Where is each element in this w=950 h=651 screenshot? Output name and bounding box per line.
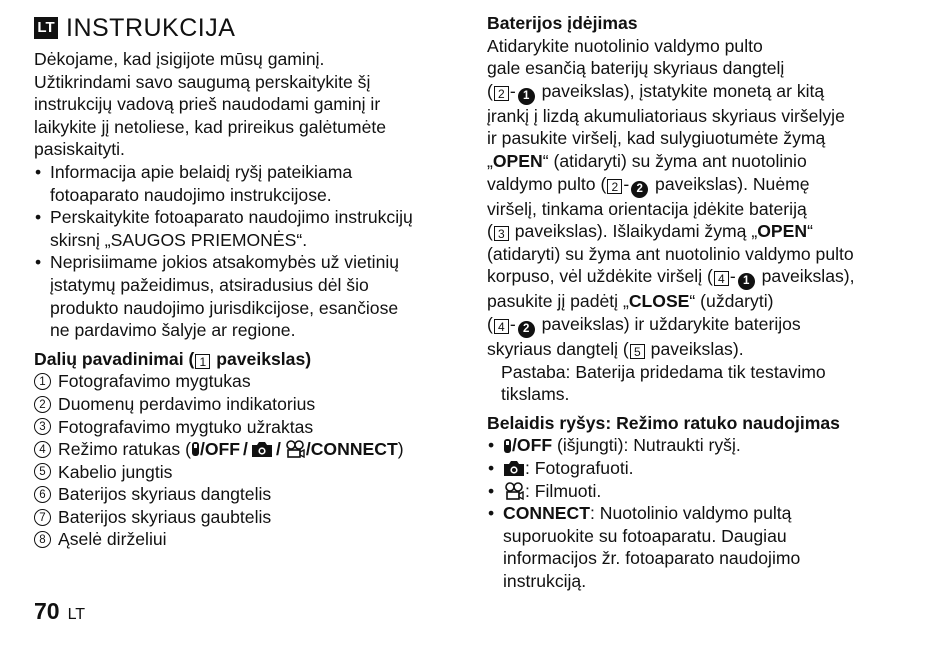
camera-icon: [251, 441, 273, 458]
mode-close-paren: ): [397, 439, 404, 460]
battery-note: [487, 361, 927, 406]
title-row: [34, 12, 459, 44]
text-line: (atidaryti) su žyma ant nuotolinio valdymo pulto: [487, 243, 854, 264]
close-label: CLOSE: [628, 291, 690, 312]
list-item: [34, 483, 459, 506]
text-fragment: (: [487, 80, 493, 101]
text-line: [487, 338, 927, 361]
text-line: [487, 290, 927, 313]
bullet-line: • Perskaitykite fotoaparato naudojimo instrukcijų: [50, 207, 413, 228]
list-item: [487, 502, 927, 592]
text-line: viršelį, tinkama orientacija įdėkite bateriją: [487, 198, 807, 219]
figure-ref: 3: [494, 226, 509, 241]
bullet-line: • Neprisiimame jokios atsakomybės už vietinių: [50, 252, 400, 273]
text-fragment: -: [729, 266, 736, 287]
text-fragment: (: [487, 313, 493, 334]
bullet-line: ne pardavimo šalyje ar regione.: [50, 320, 296, 341]
text-line: [487, 173, 927, 198]
list-item: [34, 461, 459, 484]
text-fragment: -: [509, 313, 516, 334]
text-fragment: paveikslas). Nuėmę: [650, 173, 810, 194]
text-line: [487, 80, 927, 105]
bullet-item: [34, 161, 459, 206]
language-badge: LT: [34, 17, 58, 39]
figure-ref: 4: [494, 319, 509, 334]
figure-ref: 2: [494, 86, 509, 101]
item-label: Fotografavimo mygtukas: [58, 371, 251, 392]
text-fragment: korpuso, vėl uždėkite viršelį (: [487, 266, 713, 287]
text-fragment: -: [509, 80, 516, 101]
wireless-heading: Belaidis ryšys: Režimo ratuko naudojimas: [487, 412, 840, 433]
text-line: [487, 220, 927, 243]
text-fragment: (atidaryti) su žyma ant nuotolinio: [548, 150, 807, 171]
right-column: [487, 12, 927, 592]
mode-separator: /: [275, 439, 281, 460]
item-number: 6: [34, 486, 51, 503]
mode-description: : Fotografuoti.: [525, 457, 634, 478]
figure-ref: 1: [195, 354, 210, 369]
bullet-line: skirsnį „SAUGOS PRIEMONĖS“.: [50, 229, 308, 250]
bullet-line: įstatymų pažeidimus, atsiradusius dėl šio: [50, 274, 369, 295]
parts-heading-text: Dalių pavadinimai (: [34, 348, 195, 369]
open-label: OPEN: [757, 221, 808, 242]
list-item: [34, 528, 459, 551]
intro-paragraph: [34, 48, 459, 161]
mode-connect-label: /CONNECT: [305, 439, 398, 460]
item-number: 5: [34, 463, 51, 480]
step-number: 2: [631, 181, 648, 198]
mode-description: (išjungti): Nutraukti ryšį.: [552, 435, 741, 456]
text-fragment: -: [623, 173, 630, 194]
page-language: LT: [67, 606, 86, 623]
text-fragment: valdymo pulto (: [487, 173, 607, 194]
intro-line: laikykite jį netoliese, kad prireikus galėtumėte: [34, 116, 387, 137]
battery-heading: Baterijos įdėjimas: [487, 13, 638, 33]
text-fragment: pasukite jį padėtį „: [487, 291, 629, 312]
list-item: [34, 393, 459, 416]
page-title: INSTRUKCIJA: [66, 13, 236, 42]
text-fragment: “: [542, 150, 549, 171]
list-item: [487, 480, 927, 503]
text-fragment: paveikslas) ir uždarykite baterijos: [536, 313, 801, 334]
item-number: 7: [34, 509, 51, 526]
left-column: [34, 12, 459, 551]
step-number: 2: [518, 321, 535, 338]
intro-line: instrukcijų vadovą prieš naudodami gaminį ir: [34, 94, 381, 115]
text-fragment: skyriaus dangtelį (: [487, 338, 629, 359]
movie-icon: [284, 440, 306, 458]
text-line: Atidarykite nuotolinio valdymo pulto: [487, 35, 763, 56]
item-label: Baterijos skyriaus dangtelis: [58, 484, 272, 505]
text-fragment: “ (uždaryti): [689, 291, 774, 312]
parts-heading-text: paveikslas): [211, 348, 312, 369]
text-line: gale esančią baterijų skyriaus dangtelį: [487, 58, 785, 79]
list-item: [487, 434, 927, 457]
item-label: Režimo ratukas (: [58, 439, 191, 460]
bullet-line: • Informacija apie belaidį ryšį pateikiama: [50, 161, 353, 182]
text-fragment: „: [487, 150, 493, 171]
text-fragment: (: [487, 221, 493, 242]
page-footer: [34, 600, 85, 627]
figure-ref: 5: [630, 344, 645, 359]
figure-ref: 2: [607, 179, 622, 194]
item-label: Ąselė dirželiui: [58, 529, 167, 550]
text-fragment: paveikslas).: [645, 338, 744, 359]
item-number: 1: [34, 373, 51, 390]
item-number: 2: [34, 396, 51, 413]
note-line: Pastaba: Baterija pridedama tik testavimo: [501, 361, 826, 382]
info-bullets: [34, 161, 459, 342]
text-fragment: paveikslas),: [756, 266, 855, 287]
item-label: Duomenų perdavimo indikatorius: [58, 393, 316, 414]
mode-off-label: /OFF: [512, 435, 553, 456]
item-number: 4: [34, 441, 51, 458]
step-number: 1: [518, 88, 535, 105]
mode-separator: /: [243, 439, 248, 460]
text-fragment: paveikslas), įstatykite monetą ar kitą: [536, 80, 825, 101]
intro-line: Dėkojame, kad įsigijote mūsų gaminį.: [34, 49, 325, 69]
text-line: informacijos žr. fotoaparato naudojimo: [503, 548, 801, 569]
bullet-line: fotoaparato naudojimo instrukcijose.: [50, 184, 332, 205]
item-label: Fotografavimo mygtuko užraktas: [58, 416, 314, 437]
item-number: 8: [34, 531, 51, 548]
text-line: [487, 150, 927, 173]
text-fragment: paveikslas). Išlaikydami žymą „: [509, 221, 758, 242]
mode-description: : Filmuoti.: [525, 480, 602, 501]
text-line: instrukciją.: [503, 570, 587, 591]
step-number: 1: [738, 273, 755, 290]
list-item: [34, 370, 459, 393]
battery-instructions: [487, 35, 927, 361]
text-line: įrankį į lizdą akumuliatoriaus skyriaus viršelyje: [487, 105, 845, 126]
movie-icon: [503, 482, 525, 500]
parts-heading: [34, 348, 459, 371]
open-label: OPEN: [492, 150, 543, 171]
item-number: 3: [34, 418, 51, 435]
figure-ref: 4: [714, 271, 729, 286]
text-line: suporuokite su fotoaparatu. Daugiau: [503, 525, 787, 546]
list-item: [34, 506, 459, 529]
parts-list: [34, 370, 459, 551]
mode-connect-label: CONNECT: [503, 503, 590, 524]
list-item: [487, 457, 927, 480]
bullet-item: [34, 206, 459, 251]
bullet-item: [34, 251, 459, 341]
wireless-modes-list: [487, 434, 927, 592]
list-item: [34, 438, 459, 461]
mode-description: : Nuotolinio valdymo pultą: [590, 503, 792, 524]
remote-icon: [503, 438, 512, 454]
list-item: [34, 416, 459, 439]
camera-icon: [503, 460, 525, 477]
item-label: Baterijos skyriaus gaubtelis: [58, 506, 272, 527]
text-line: ir pasukite viršelį, kad sulygiuotumėte žymą: [487, 128, 826, 149]
note-line: tikslams.: [501, 384, 570, 405]
text-line: [487, 265, 927, 290]
intro-line: pasiskaityti.: [34, 139, 125, 160]
text-fragment: “: [807, 221, 813, 242]
remote-icon: [191, 441, 200, 457]
item-label: Kabelio jungtis: [58, 461, 173, 482]
intro-line: Užtikrindami savo saugumą perskaitykite šį: [34, 71, 371, 92]
bullet-line: produkto naudojimo jurisdikcijose, esančiose: [50, 297, 399, 318]
text-line: [503, 502, 927, 525]
page-number: 70: [34, 598, 60, 624]
text-line: [487, 313, 927, 338]
mode-off-label: /OFF: [199, 439, 241, 460]
